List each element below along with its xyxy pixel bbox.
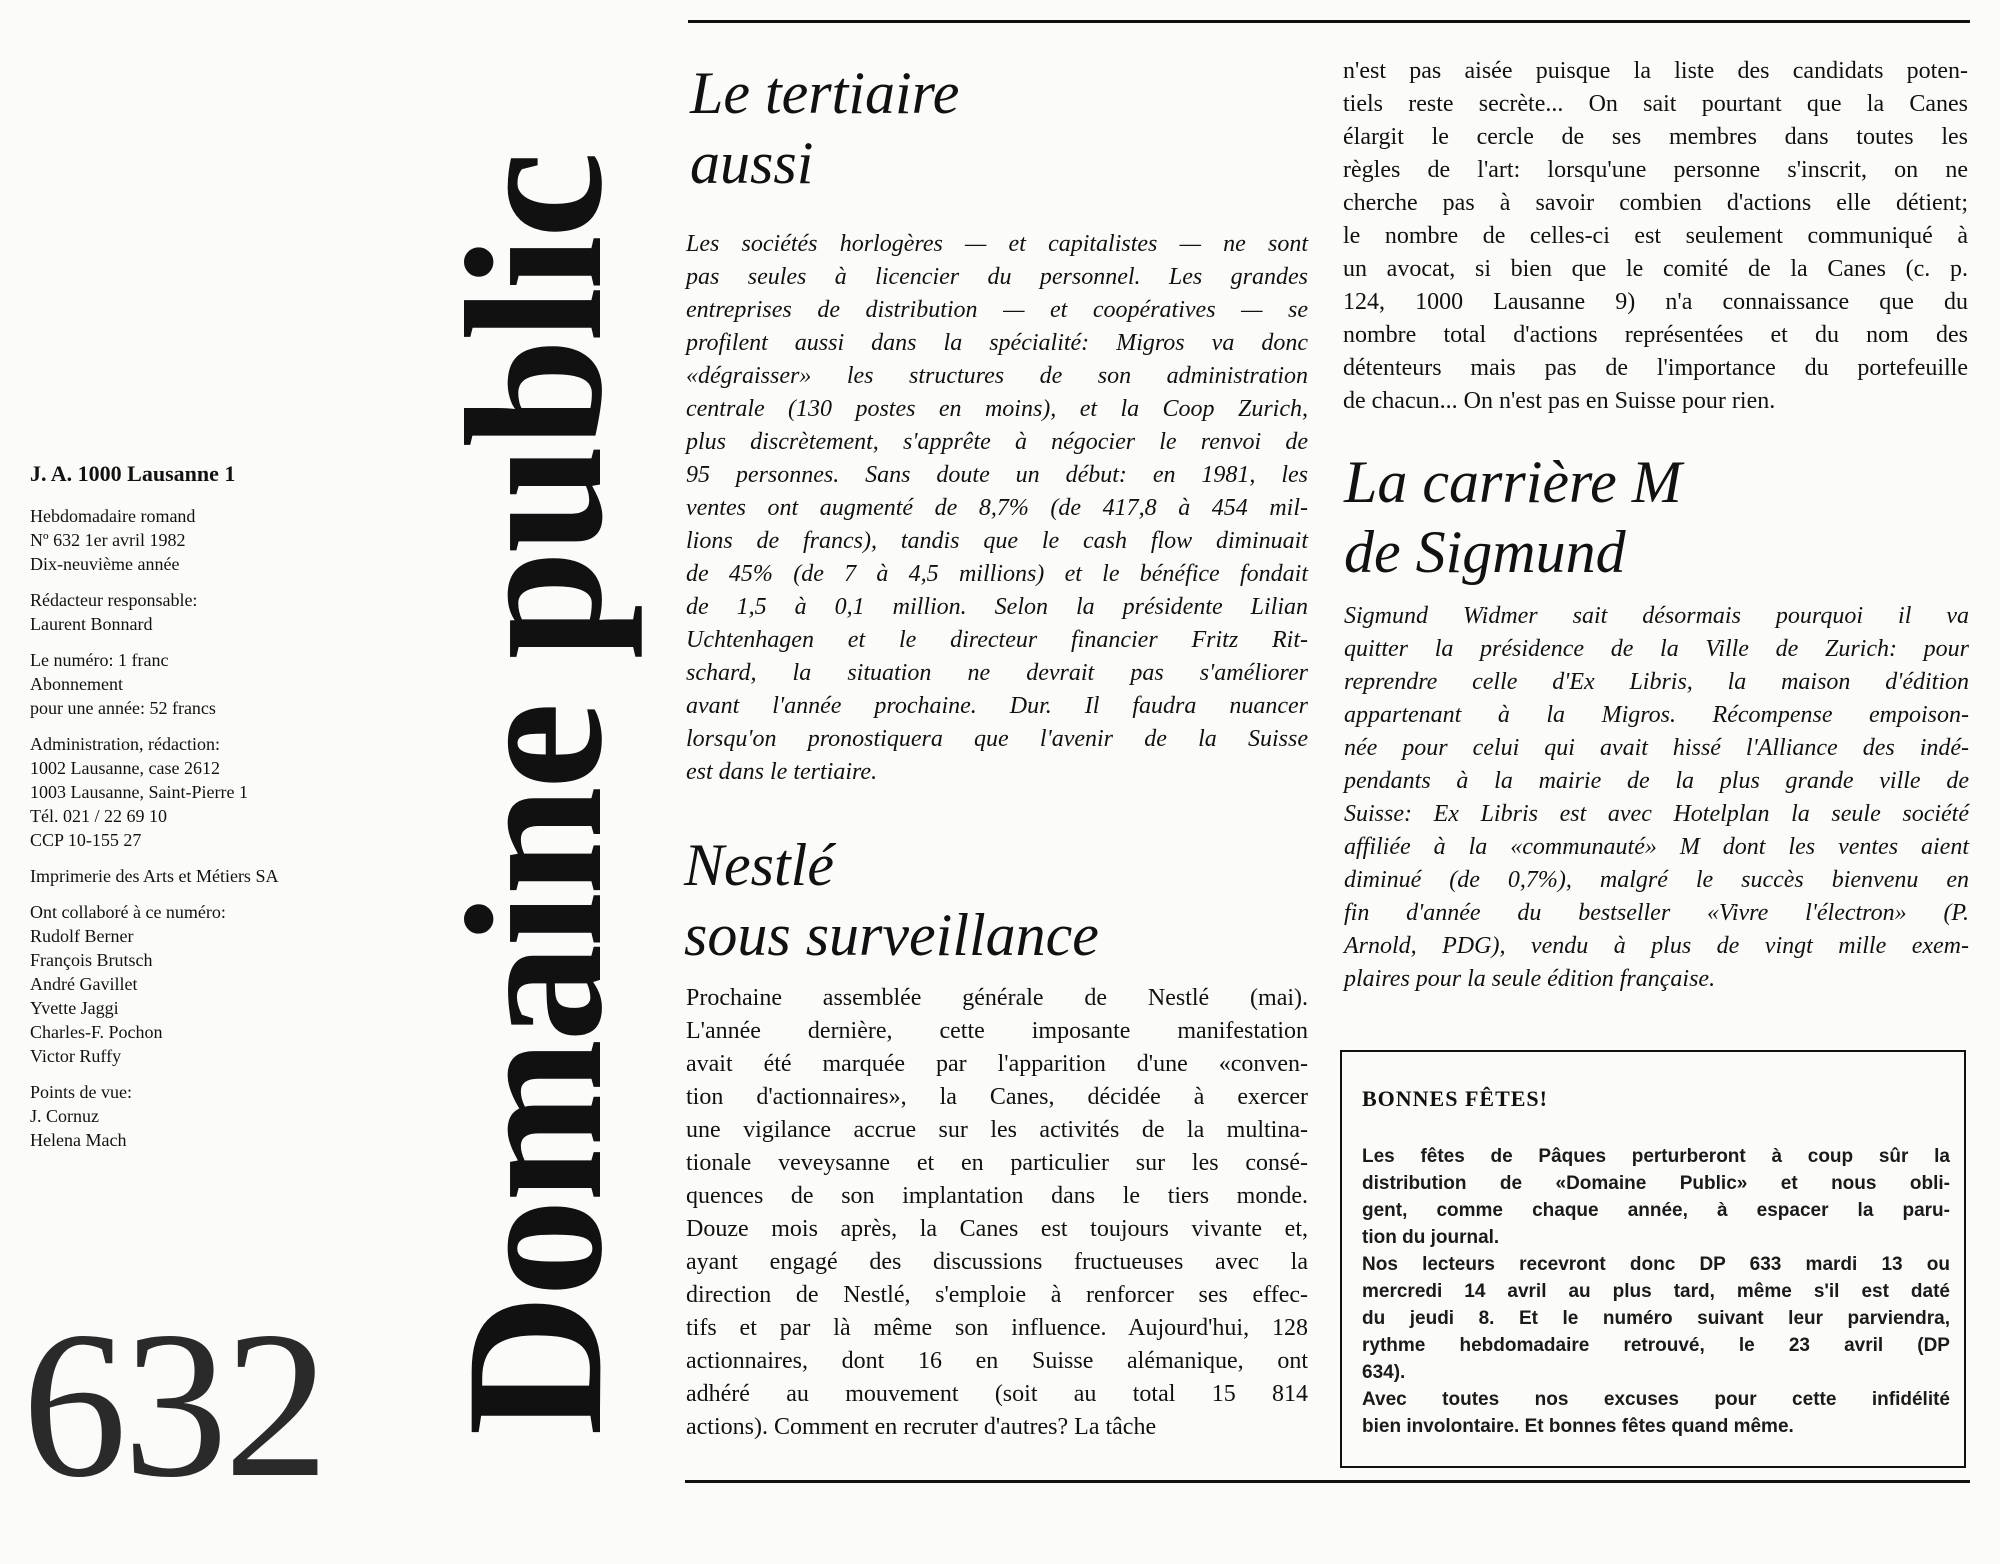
text-line: bien involontaire. Et bonnes fêtes quand même. [1362,1416,1794,1437]
headline-sigmund-line-1: La carrière M [1344,449,1682,515]
imprint-line: Tél. 021 / 22 69 10 [30,806,167,826]
text-line: lorsqu'on pronostiquera que l'avenir de la Suisse [686,726,1308,752]
text-line: plus discrètement, s'apprête à négocier le renvoi de [686,429,1308,455]
text-line: cherche pas à savoir combien d'actions elle détient; [1343,190,1968,216]
imprint-line: François Brutsch [30,950,153,970]
text-line: plaires pour la seule édition française. [1344,966,1716,992]
text-line: centrale (130 postes en moins), et la Coop Zurich, [686,396,1308,422]
text-line: rythme hebdomadaire retrouvé, le 23 avril (DP [1362,1335,1950,1356]
imprint-block [30,648,450,720]
imprint-line: 1002 Lausanne, case 2612 [30,758,220,778]
imprint-line: Imprimerie des Arts et Métiers SA [30,866,279,886]
issue-number: 632 [22,1289,325,1521]
imprint-line: CCP 10-155 27 [30,830,142,850]
text-line: avant l'année prochaine. Dur. Il faudra nuancer [686,693,1308,719]
imprint-line: Laurent Bonnard [30,614,153,634]
text-line: ventes ont augmenté de 8,7% (de 417,8 à 454 mil- [686,495,1308,521]
text-line: Douze mois après, la Canes est toujours vivante et, [686,1216,1308,1242]
text-line: Les sociétés horlogères — et capitalistes — ne sont [686,231,1308,257]
text-line: Suisse: Ex Libris est avec Hotelplan la seule société [1344,801,1969,827]
text-line: pas seules à licencier du personnel. Les grandes [686,264,1308,290]
text-line: avait été marquée par l'apparition d'une «conven- [686,1051,1308,1077]
imprint-line: Helena Mach [30,1130,127,1150]
text-line: gent, comme chaque année, à espacer la paru- [1362,1200,1950,1221]
text-line: une vigilance accrue sur les activités de la multina- [686,1117,1308,1143]
masthead-wrapper [426,95,643,1495]
text-line: Uchtenhagen et le directeur financier Fritz Rit- [686,627,1308,653]
text-line: diminué (de 0,7%), malgré le succès bienvenu en [1344,867,1969,893]
text-line: Avec toutes nos excuses pour cette infidélité [1362,1389,1950,1410]
notice-title: BONNES FÊTES! [1362,1086,1548,1111]
article-tertiaire-body [686,228,1308,789]
text-line: tifs et par là même son influence. Aujourd'hui, 128 [686,1315,1308,1341]
imprint-line: Yvette Jaggi [30,998,119,1018]
headline-tertiaire [690,58,1310,198]
postal-code-line: J. A. 1000 Lausanne 1 [30,461,236,486]
imprint-line: Abonnement [30,674,123,694]
text-line: tion du journal. [1362,1227,1500,1248]
text-line: fin d'année du bestseller «Vivre l'électron» (P. [1344,900,1969,926]
text-line: appartenant à la Migros. Récompense empoison- [1344,702,1969,728]
text-line: direction de Nestlé, s'emploie à renforcer ses effec- [686,1282,1308,1308]
headline-sigmund-line-2: de Sigmund [1344,519,1626,585]
text-line: un avocat, si bien que le comité de la Canes (c. p. [1343,256,1968,282]
imprint-line: Ont collaboré à ce numéro: [30,902,226,922]
imprint-column [30,462,450,1164]
imprint-block [30,864,450,888]
text-line: tionale veveysanne et en particulier sur les consé- [686,1150,1308,1176]
imprint-line: André Gavillet [30,974,138,994]
imprint-line: Hebdomadaire romand [30,506,196,526]
top-rule [688,20,1970,23]
text-line: actions). Comment en recruter d'autres? La tâche [686,1414,1157,1440]
text-line: profilent aussi dans la spécialité: Migros va donc [686,330,1308,356]
text-line: tion d'actionnaires», la Canes, décidée à exercer [686,1084,1308,1110]
text-line: n'est pas aisée puisque la liste des candidats poten- [1343,58,1968,84]
text-line: ayant engagé des discussions fructueuses avec la [686,1249,1308,1275]
imprint-line: Points de vue: [30,1082,132,1102]
imprint-line: Administration, rédaction: [30,734,220,754]
text-line: élargit le cercle de ses membres dans toutes les [1343,124,1968,150]
text-line: lions de francs), tandis que le cash flow diminuait [686,528,1308,554]
bottom-rule [685,1480,1970,1483]
text-line: 95 personnes. Sans doute un début: en 1981, les [686,462,1308,488]
text-line: Arnold, PDG), vendu à plus de vingt mille exem- [1344,933,1969,959]
text-line: du jeudi 8. Et le numéro suivant leur parviendra, [1362,1308,1950,1329]
masthead-title: Domaine public [426,154,643,1436]
article-nestle-body [686,982,1308,1444]
imprint-block [30,588,450,636]
headline-tertiaire-line-2: aussi [690,130,814,196]
text-line: reprendre celle d'Ex Libris, la maison d'édition [1344,669,1969,695]
article-sigmund-body [1344,600,1969,996]
text-line: quitter la présidence de la Ville de Zurich: pour [1344,636,1969,662]
text-line: le nombre de celles-ci est seulement communiqué à [1343,223,1968,249]
imprint-block [30,504,450,576]
text-line: tiels reste secrète... On sait pourtant que la Canes [1343,91,1968,117]
text-line: schard, la situation ne devrait pas s'améliorer [686,660,1308,686]
text-line: L'année dernière, cette imposante manifestation [686,1018,1308,1044]
text-line: Sigmund Widmer sait désormais pourquoi il va [1344,603,1969,629]
imprint-block [30,900,450,1068]
headline-nestle-line-1: Nestlé [684,832,834,898]
text-line: de chacun... On n'est pas en Suisse pour rien. [1343,388,1776,414]
imprint-block [30,1080,450,1152]
text-line: née pour celui qui avait hissé l'Alliance des indé- [1344,735,1969,761]
text-line: affiliée à la «communauté» M dont les ventes aient [1344,834,1969,860]
imprint-line: Rédacteur responsable: [30,590,198,610]
headline-nestle-line-2: sous surveillance [684,902,1099,968]
imprint-line: Charles-F. Pochon [30,1022,163,1042]
imprint-line: pour une année: 52 francs [30,698,216,718]
imprint-line: Le numéro: 1 franc [30,650,169,670]
imprint-line: Nº 632 1er avril 1982 [30,530,186,550]
text-line: de 1,5 à 0,1 million. Selon la présidente Lilian [686,594,1308,620]
text-line: pendants à la mairie de la plus grande ville de [1344,768,1969,794]
text-line: 634). [1362,1362,1406,1383]
article-nestle-continuation [1343,55,1968,418]
imprint-line: J. Cornuz [30,1106,99,1126]
text-line: entreprises de distribution — et coopératives — se [686,297,1308,323]
headline-tertiaire-line-1: Le tertiaire [690,60,960,126]
notice-body [1362,1143,1950,1440]
text-line: «dégraisser» les structures de son administration [686,363,1308,389]
text-line: de 45% (de 7 à 4,5 millions) et le bénéfice fondait [686,561,1308,587]
text-line: actionnaires, dont 16 en Suisse alémanique, ont [686,1348,1308,1374]
text-line: 124, 1000 Lausanne 9) n'a connaissance que du [1343,289,1968,315]
text-line: règles de l'art: lorsqu'une personne s'inscrit, on ne [1343,157,1968,183]
text-line: nombre total d'actions représentées et du nom des [1343,322,1968,348]
imprint-line: Dix-neuvième année [30,554,180,574]
text-line: Les fêtes de Pâques perturberont à coup sûr la [1362,1146,1950,1167]
imprint-line: Victor Ruffy [30,1046,122,1066]
headline-nestle [684,830,1304,970]
text-line: distribution de «Domaine Public» et nous obli- [1362,1173,1950,1194]
headline-sigmund [1344,447,1964,587]
imprint-line: 1003 Lausanne, Saint-Pierre 1 [30,782,248,802]
imprint-block [30,732,450,852]
text-line: Prochaine assemblée générale de Nestlé (mai). [686,985,1308,1011]
text-line: adhéré au mouvement (soit au total 15 814 [686,1381,1308,1407]
text-line: mercredi 14 avril au plus tard, même s'il est daté [1362,1281,1950,1302]
imprint-line: Rudolf Berner [30,926,134,946]
text-line: Nos lecteurs recevront donc DP 633 mardi 13 ou [1362,1254,1950,1275]
text-line: détenteurs mais pas de l'importance du portefeuille [1343,355,1968,381]
text-line: est dans le tertiaire. [686,759,878,785]
imprint-blocks [30,504,450,1152]
text-line: quences de son implantation dans le tiers monde. [686,1183,1308,1209]
